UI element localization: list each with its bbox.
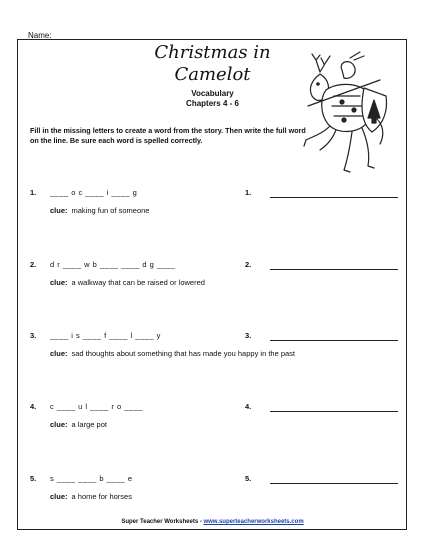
word-pattern: ____ i s ____ f ____ l ____ y	[50, 331, 161, 340]
knight-on-horse-illustration	[290, 50, 390, 178]
clue	[50, 420, 107, 429]
clue-text: a walkway that can be raised or lowered	[71, 278, 205, 287]
question-number: 1.	[30, 188, 37, 197]
worksheet-title	[150, 42, 275, 86]
clue-label: clue:	[50, 349, 68, 358]
question-number: 3.	[30, 331, 37, 340]
answer-number: 4.	[245, 402, 252, 411]
question-number: 4.	[30, 402, 37, 411]
title-line-2: Camelot	[174, 64, 251, 85]
instructions: Fill in the missing letters to create a word from the story. Then write the full word on the line. Be sure each word is spelled correctly.	[30, 126, 306, 145]
answer-line[interactable]	[270, 269, 398, 270]
footer-brand: Super Teacher Worksheets	[121, 519, 199, 525]
clue-text: a large pot	[71, 420, 107, 429]
clue	[50, 349, 295, 358]
clue-text: sad thoughts about something that has made you happy in the past	[71, 349, 296, 358]
question-number: 5.	[30, 474, 37, 483]
clue	[50, 206, 149, 215]
subtitle-chapters: Chapters 4 - 6	[186, 99, 239, 108]
clue-label: clue:	[50, 278, 68, 287]
name-label: Name:	[28, 31, 52, 40]
answer-line[interactable]	[270, 411, 398, 412]
worksheet-subtitle	[150, 89, 275, 109]
clue-label: clue:	[50, 420, 68, 429]
footer-separator: -	[198, 519, 204, 525]
subtitle-vocabulary: Vocabulary	[191, 89, 234, 98]
clue-text: a home for horses	[71, 492, 132, 501]
answer-number: 1.	[245, 188, 252, 197]
answer-number: 5.	[245, 474, 252, 483]
footer-link[interactable]: www.superteacherworksheets.com	[203, 519, 304, 525]
word-pattern: d r ____ w b ____ ____ d g ____	[50, 260, 176, 269]
clue	[50, 492, 132, 501]
clue-label: clue:	[50, 206, 68, 215]
word-pattern: s ____ ____ b ____ e	[50, 474, 133, 483]
footer	[0, 519, 425, 525]
answer-line[interactable]	[270, 483, 398, 484]
clue	[50, 278, 205, 287]
clue-label: clue:	[50, 492, 68, 501]
word-pattern: c ____ u l ____ r o ____	[50, 402, 143, 411]
word-pattern: ____ o c ____ i ____ g	[50, 188, 138, 197]
title-line-1: Christmas in	[154, 42, 271, 63]
question-number: 2.	[30, 260, 37, 269]
clue-text: making fun of someone	[71, 206, 150, 215]
answer-number: 3.	[245, 331, 252, 340]
answer-line[interactable]	[270, 197, 398, 198]
answer-line[interactable]	[270, 340, 398, 341]
answer-number: 2.	[245, 260, 252, 269]
